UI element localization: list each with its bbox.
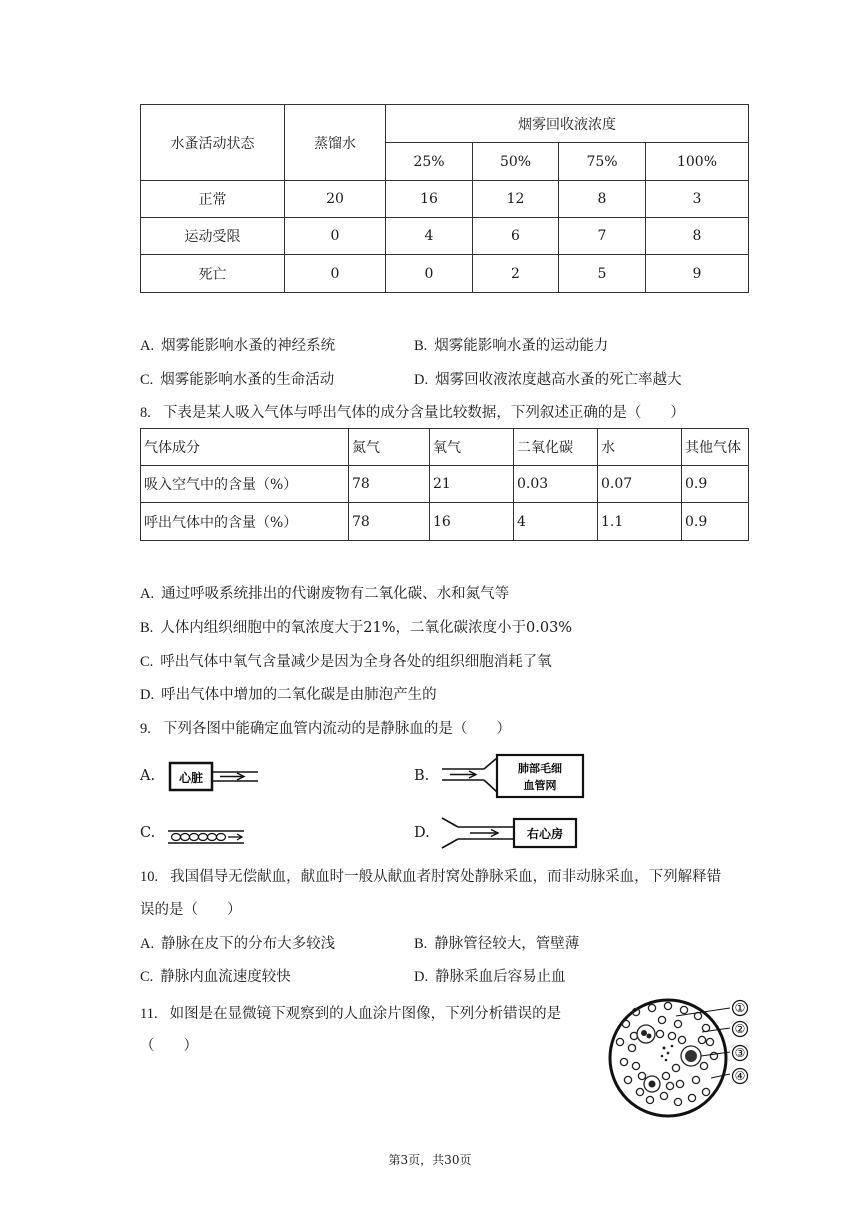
cell: 吸入空气中的含量（%）: [141, 466, 349, 503]
option-letter: A.: [140, 936, 155, 952]
question-text: 下表是某人吸入气体与呼出气体的成分含量比较数据，下列叙述正确的是（ ）: [162, 405, 685, 421]
red-blood-cell: [662, 1072, 669, 1079]
option-text: 烟雾能影响水蚤的神经系统: [161, 338, 336, 354]
row-label: 运动受限: [141, 218, 285, 255]
red-blood-cell: [658, 1016, 665, 1023]
q10-stem-line1: [140, 865, 721, 886]
table-row: [141, 255, 749, 293]
red-blood-cell: [672, 1064, 679, 1071]
q9-option-a-letter[interactable]: A.: [140, 768, 156, 784]
table-row: [141, 181, 749, 218]
row-label: 正常: [141, 181, 285, 218]
red-blood-cell: [622, 1020, 629, 1027]
q9-stem: [140, 717, 511, 738]
cell: 20: [285, 181, 386, 218]
q9-diagram-a: [168, 761, 262, 793]
question-text: 下列各图中能确定血管内流动的是静脉血的是（ ）: [162, 721, 511, 737]
question-number: 8.: [140, 405, 151, 421]
q10-option-d[interactable]: [414, 965, 566, 986]
red-blood-cells: [616, 1002, 717, 1105]
cell: 0.9: [682, 466, 749, 503]
cell: 78: [349, 466, 430, 503]
label-1: ①: [734, 1001, 746, 1015]
cell: 呼出气体中的含量（%）: [141, 503, 349, 541]
q7-option-b[interactable]: [414, 334, 608, 355]
white-blood-cell-lower: [644, 1076, 660, 1092]
gas-composition-table: [140, 428, 749, 541]
red-blood-cell: [620, 1058, 627, 1065]
conc-100: 100%: [646, 143, 749, 181]
red-blood-cell: [636, 1088, 643, 1095]
red-blood-cell: [678, 1036, 685, 1043]
col-header: 水: [598, 429, 682, 466]
option-letter: A.: [140, 586, 155, 602]
table-row: [141, 466, 749, 503]
q10-stem-line2: 误的是（ ）: [140, 902, 242, 918]
cell: 12: [473, 181, 559, 218]
label-4: ④: [734, 1069, 746, 1083]
red-blood-cell: [702, 1088, 709, 1095]
question-number: 9.: [140, 721, 151, 737]
option-text: 人体内组织细胞中的氧浓度大于21%，二氧化碳浓度小于0.03%: [160, 620, 573, 636]
option-text: 静脉内血流速度较快: [160, 969, 291, 985]
option-letter: C.: [140, 969, 154, 985]
option-text: 烟雾能影响水蚤的运动能力: [434, 338, 609, 354]
q8-option-a[interactable]: [140, 582, 509, 603]
option-letter: B.: [414, 338, 428, 354]
cell: 8: [646, 218, 749, 255]
red-blood-cell: [616, 1038, 623, 1045]
option-letter: B.: [414, 936, 428, 952]
q8-option-c[interactable]: [140, 650, 552, 671]
lung-label-1: 肺部毛细: [518, 762, 562, 775]
red-blood-cell: [660, 1092, 667, 1099]
red-blood-cell: [702, 1024, 709, 1031]
cell: 0.9: [682, 503, 749, 541]
red-blood-cell: [656, 1030, 663, 1037]
right-atrium-label: 右心房: [526, 827, 564, 841]
capillary-cells: [172, 834, 226, 841]
header-concentration: 烟雾回收液浓度: [386, 105, 749, 143]
col-header: 气体成分: [141, 429, 349, 466]
row-label: 死亡: [141, 255, 285, 293]
red-blood-cell: [674, 1020, 681, 1027]
conc-75: 75%: [559, 143, 646, 181]
cell: 6: [473, 218, 559, 255]
option-text: 静脉采血后容易止血: [435, 969, 566, 985]
red-blood-cell: [706, 1038, 713, 1045]
q9-diagram-b: [440, 752, 590, 802]
header-status: 水蚤活动状态: [141, 105, 285, 181]
cell: 0.03: [514, 466, 598, 503]
option-letter: A.: [140, 338, 155, 354]
q8-stem: [140, 401, 685, 422]
option-text: 烟雾回收液浓度越高水蚤的死亡率越大: [435, 372, 682, 388]
cell: 16: [430, 503, 514, 541]
platelets: [661, 1045, 674, 1062]
red-blood-cell: [676, 1080, 683, 1087]
cell: 21: [430, 466, 514, 503]
cell: 3: [646, 181, 749, 218]
q7-option-a[interactable]: [140, 334, 335, 355]
header-water: 蒸馏水: [285, 105, 386, 181]
cell: 78: [349, 503, 430, 541]
q8-option-d[interactable]: [140, 683, 437, 704]
conc-25: 25%: [386, 143, 473, 181]
q7-option-c[interactable]: [140, 368, 334, 389]
red-blood-cell: [664, 1002, 671, 1009]
cell: 5: [559, 255, 646, 293]
q9-option-c-letter[interactable]: C.: [140, 825, 156, 841]
red-blood-cell: [668, 1032, 675, 1039]
red-blood-cell: [698, 1036, 705, 1043]
q9-option-b-letter[interactable]: B.: [414, 768, 430, 784]
option-letter: D.: [414, 969, 429, 985]
table-row: [141, 503, 749, 541]
red-blood-cell: [700, 1062, 707, 1069]
cell: 4: [386, 218, 473, 255]
red-blood-cell: [666, 1082, 673, 1089]
label-3: ③: [734, 1046, 746, 1060]
red-blood-cell: [624, 1076, 631, 1083]
red-blood-cell: [638, 1072, 645, 1079]
table-row: [141, 218, 749, 255]
q10-option-a[interactable]: [140, 932, 335, 953]
cell: 1.1: [598, 503, 682, 541]
cell: 4: [514, 503, 598, 541]
q10-option-b[interactable]: [414, 932, 579, 953]
option-text: 静脉管径较大，管壁薄: [434, 936, 580, 952]
option-text: 呼出气体中氧气含量减少是因为全身各处的组织细胞消耗了氧: [160, 654, 552, 670]
red-blood-cell: [632, 1062, 639, 1069]
cell: 7: [559, 218, 646, 255]
cell: 0: [285, 255, 386, 293]
q11-stem-line2: （ ）: [140, 1038, 198, 1054]
red-blood-cell: [646, 1096, 653, 1103]
q10-option-c[interactable]: [140, 965, 291, 986]
option-text: 呼出气体中增加的二氧化碳是由肺泡产生的: [161, 687, 437, 703]
microscope-field: [610, 1000, 726, 1116]
q8-option-b[interactable]: [140, 616, 572, 637]
col-header: 二氧化碳: [514, 429, 598, 466]
q9-diagram-c: [166, 827, 250, 849]
cell: 0: [386, 255, 473, 293]
option-letter: C.: [140, 654, 154, 670]
option-text: 静脉在皮下的分布大多较浅: [161, 936, 336, 952]
question-number: 11.: [140, 1006, 158, 1022]
red-blood-cell: [648, 1004, 655, 1011]
question-text: 我国倡导无偿献血，献血时一般从献血者肘窝处静脉采血，而非动脉采血，下列解释错: [170, 869, 722, 885]
label-2: ②: [734, 1022, 746, 1036]
red-blood-cell: [674, 1098, 681, 1105]
white-blood-cell-2: [637, 1025, 655, 1043]
option-letter: D.: [140, 687, 155, 703]
cell: 16: [386, 181, 473, 218]
question-text: 如图是在显微镜下观察到的人血涂片图像，下列分析错误的是: [169, 1006, 562, 1022]
white-blood-cell-3: [681, 1046, 701, 1066]
col-header: 其他气体: [682, 429, 749, 466]
q9-diagram-d: [440, 814, 580, 852]
option-letter: B.: [140, 620, 154, 636]
q9-option-d-letter[interactable]: D.: [414, 825, 430, 841]
water-flea-table: [140, 104, 749, 293]
red-blood-cell: [628, 1044, 635, 1051]
cell: 9: [646, 255, 749, 293]
col-header: 氧气: [430, 429, 514, 466]
page-footer: 第3页，共30页: [388, 1153, 472, 1167]
red-blood-cell: [680, 1006, 687, 1013]
cell: 0.07: [598, 466, 682, 503]
col-header: 氮气: [349, 429, 430, 466]
lung-label-2: 血管网: [523, 779, 557, 792]
option-letter: D.: [414, 372, 429, 388]
q11-stem-line1: [140, 1002, 561, 1023]
red-blood-cell: [692, 1076, 699, 1083]
conc-50: 50%: [473, 143, 559, 181]
cell: 0: [285, 218, 386, 255]
option-letter: C.: [140, 372, 154, 388]
blood-smear-figure: [606, 996, 762, 1120]
option-text: 烟雾能影响水蚤的生命活动: [160, 372, 335, 388]
heart-label: 心脏: [178, 771, 204, 785]
q7-option-d[interactable]: [414, 368, 682, 389]
option-text: 通过呼吸系统排出的代谢废物有二氧化碳、水和氮气等: [161, 586, 510, 602]
question-number: 10.: [140, 869, 159, 885]
cell: 8: [559, 181, 646, 218]
cell: 2: [473, 255, 559, 293]
red-blood-cell: [688, 1094, 695, 1101]
